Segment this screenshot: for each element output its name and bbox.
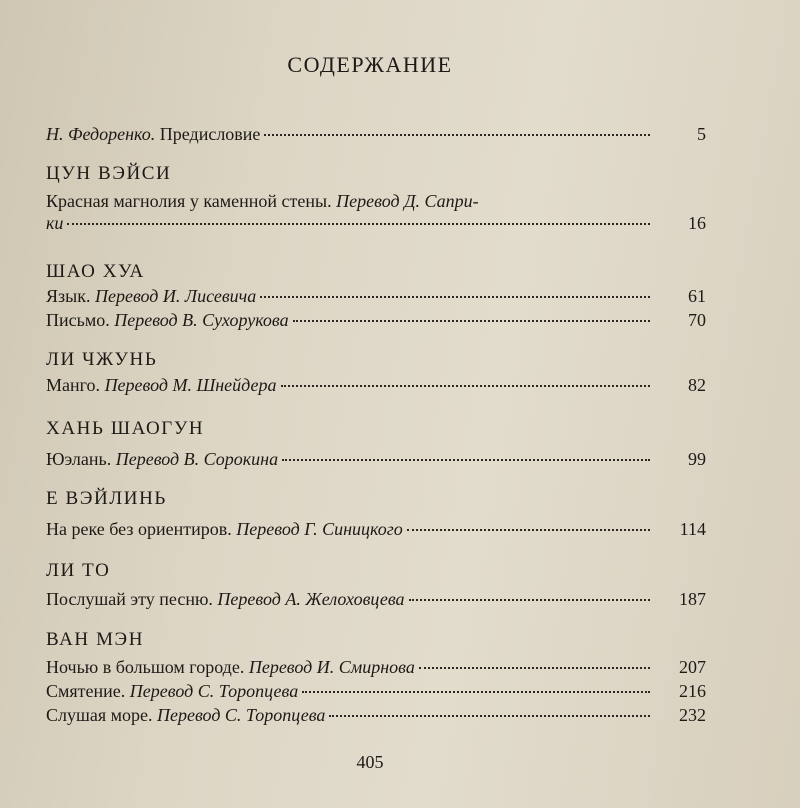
page-ref: 99: [688, 449, 706, 469]
page-ref: 70: [688, 310, 706, 330]
translator: Перевод В. Сухорукова: [114, 310, 289, 330]
leader-dots: [329, 715, 650, 717]
leader-dots: [282, 459, 650, 461]
section-heading: ЛИ ЧЖУНЬ: [46, 349, 158, 370]
toc-entry[interactable]: [46, 705, 706, 729]
leader-dots: [281, 385, 651, 387]
translator-cont: ки: [46, 213, 64, 233]
page-ref: 16: [688, 213, 706, 233]
story-title: Юэлань.: [46, 449, 112, 469]
page-ref: 82: [688, 375, 706, 395]
section-heading: ЛИ ТО: [46, 560, 111, 581]
page-ref: 5: [697, 124, 706, 144]
page-ref: 232: [679, 705, 706, 725]
leader-dots: [419, 667, 650, 669]
story-title: Смятение.: [46, 681, 126, 701]
toc-entry-line1[interactable]: [46, 191, 479, 212]
story-title: Ночью в большом городе.: [46, 657, 245, 677]
translator: Перевод И. Смирнова: [248, 657, 415, 677]
page-ref: 114: [679, 519, 706, 539]
translator: Перевод А. Желоховцева: [217, 589, 405, 609]
story-title: Язык.: [46, 286, 91, 306]
toc-entry[interactable]: [46, 657, 706, 681]
leader-dots: [264, 134, 650, 136]
toc-entry[interactable]: [46, 519, 706, 543]
section-heading: ЦУН ВЭЙСИ: [46, 163, 172, 184]
translator: Перевод М. Шнейдера: [104, 375, 277, 395]
page-title: СОДЕРЖАНИЕ: [287, 52, 453, 77]
toc-entry[interactable]: [46, 589, 706, 613]
toc-entry[interactable]: [46, 375, 706, 399]
translator: Перевод С. Торопцева: [129, 681, 299, 701]
leader-dots: [407, 529, 650, 531]
translator: Перевод Д. Сапри-: [336, 191, 479, 211]
story-title: Послушай эту песню.: [46, 589, 213, 609]
section-heading: ВАН МЭН: [46, 629, 145, 650]
translator: Перевод В. Сорокина: [115, 449, 279, 469]
page-ref: 216: [679, 681, 706, 701]
leader-dots: [67, 223, 650, 225]
story-title: Слушая море.: [46, 705, 153, 725]
leader-dots: [260, 296, 650, 298]
page-number: 405: [356, 752, 384, 772]
toc-entry[interactable]: [46, 310, 706, 334]
toc-entry[interactable]: [46, 449, 706, 473]
story-title: Красная магнолия у каменной стены.: [46, 191, 332, 211]
section-heading: Е ВЭЙЛИНЬ: [46, 488, 167, 509]
story-title: Манго.: [46, 375, 101, 395]
page-ref: 61: [688, 286, 706, 306]
page-ref: 187: [679, 589, 706, 609]
toc-entry[interactable]: [46, 681, 706, 705]
section-heading: ХАНЬ ШАОГУН: [46, 418, 205, 439]
toc-entry[interactable]: [46, 286, 706, 310]
leader-dots: [302, 691, 650, 693]
story-title: Письмо.: [46, 310, 110, 330]
translator: Перевод Г. Синицкого: [236, 519, 403, 539]
toc-entry-preface[interactable]: [46, 124, 706, 148]
translator: Перевод И. Лисевича: [94, 286, 257, 306]
translator: Перевод С. Торопцева: [157, 705, 326, 725]
page-ref: 207: [679, 657, 706, 677]
preface-author: Н. Федоренко.: [46, 124, 156, 144]
leader-dots: [293, 320, 650, 322]
leader-dots: [409, 599, 650, 601]
toc-entry-line2[interactable]: [46, 213, 706, 237]
story-title: На реке без ориентиров.: [46, 519, 232, 539]
preface-title: Предисловие: [159, 124, 261, 144]
section-heading: ШАО ХУА: [46, 261, 145, 282]
